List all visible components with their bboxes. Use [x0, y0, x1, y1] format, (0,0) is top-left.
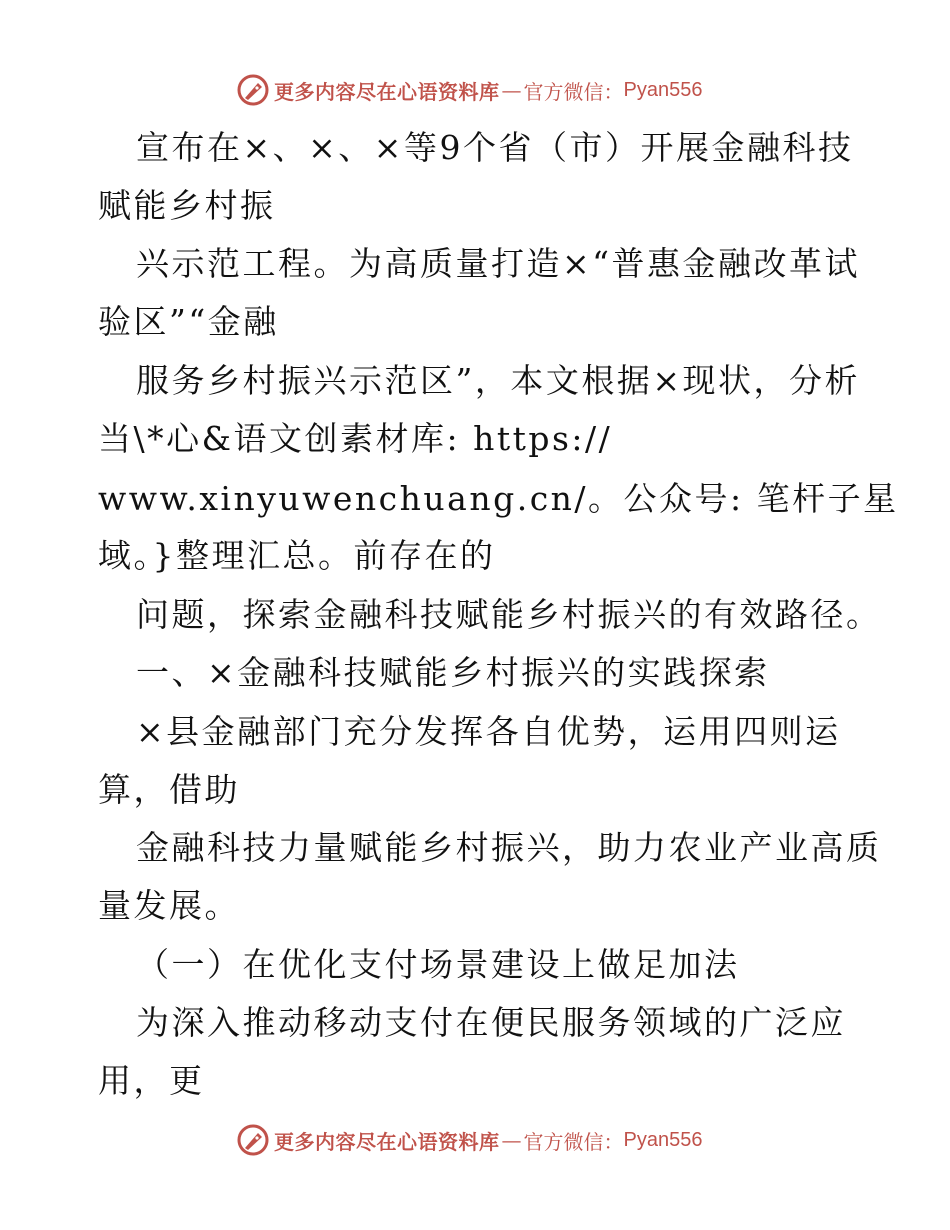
watermark-handle: Pyan556	[623, 1128, 703, 1151]
text-line: 算，借助	[98, 770, 240, 809]
watermark-title: 更多内容尽在心语资料库	[274, 79, 500, 104]
watermark-separator: —	[501, 78, 522, 102]
watermark-handle: Pyan556	[623, 78, 703, 101]
subsection-heading: （一）在优化支付场景建设上做足加法	[136, 945, 740, 984]
text-line: 赋能乡村振	[98, 186, 276, 225]
text-line: 当\*心&语文创素材库: https://	[98, 419, 613, 458]
pen-nib-logo-icon	[236, 1123, 270, 1157]
text-line: 域。}整理汇总。前存在的	[98, 536, 496, 575]
section-heading: 一、×金融科技赋能乡村振兴的实践探索	[136, 653, 770, 692]
text-line: 为深入推动移动支付在便民服务领域的广泛应	[136, 1003, 846, 1042]
text-line: www.xinyuwenchuang.cn/。公众号: 笔杆子星	[98, 479, 899, 518]
watermark-title: 更多内容尽在心语资料库	[274, 1129, 500, 1154]
watermark-separator: —	[501, 1128, 522, 1152]
text-line: 宣布在×、×、×等9个省（市）开展金融科技	[136, 128, 854, 167]
text-line: 验区”“金融	[98, 302, 279, 341]
text-line: 金融科技力量赋能乡村振兴，助力农业产业高质	[136, 828, 882, 867]
text-line: 兴示范工程。为高质量打造×“普惠金融改革试	[136, 244, 861, 283]
text-line: 量发展。	[98, 886, 240, 925]
footer-watermark	[236, 1122, 702, 1158]
text-line: 问题，探索金融科技赋能乡村振兴的有效路径。	[136, 595, 882, 634]
watermark-label: 官方微信：	[523, 1129, 624, 1154]
text-line: ×县金融部门充分发挥各自优势，运用四则运	[136, 712, 841, 751]
text-line: 服务乡村振兴示范区”，本文根据×现状，分析	[136, 361, 861, 400]
text-line: 用，更	[98, 1061, 205, 1100]
watermark-label: 官方微信：	[523, 79, 624, 104]
